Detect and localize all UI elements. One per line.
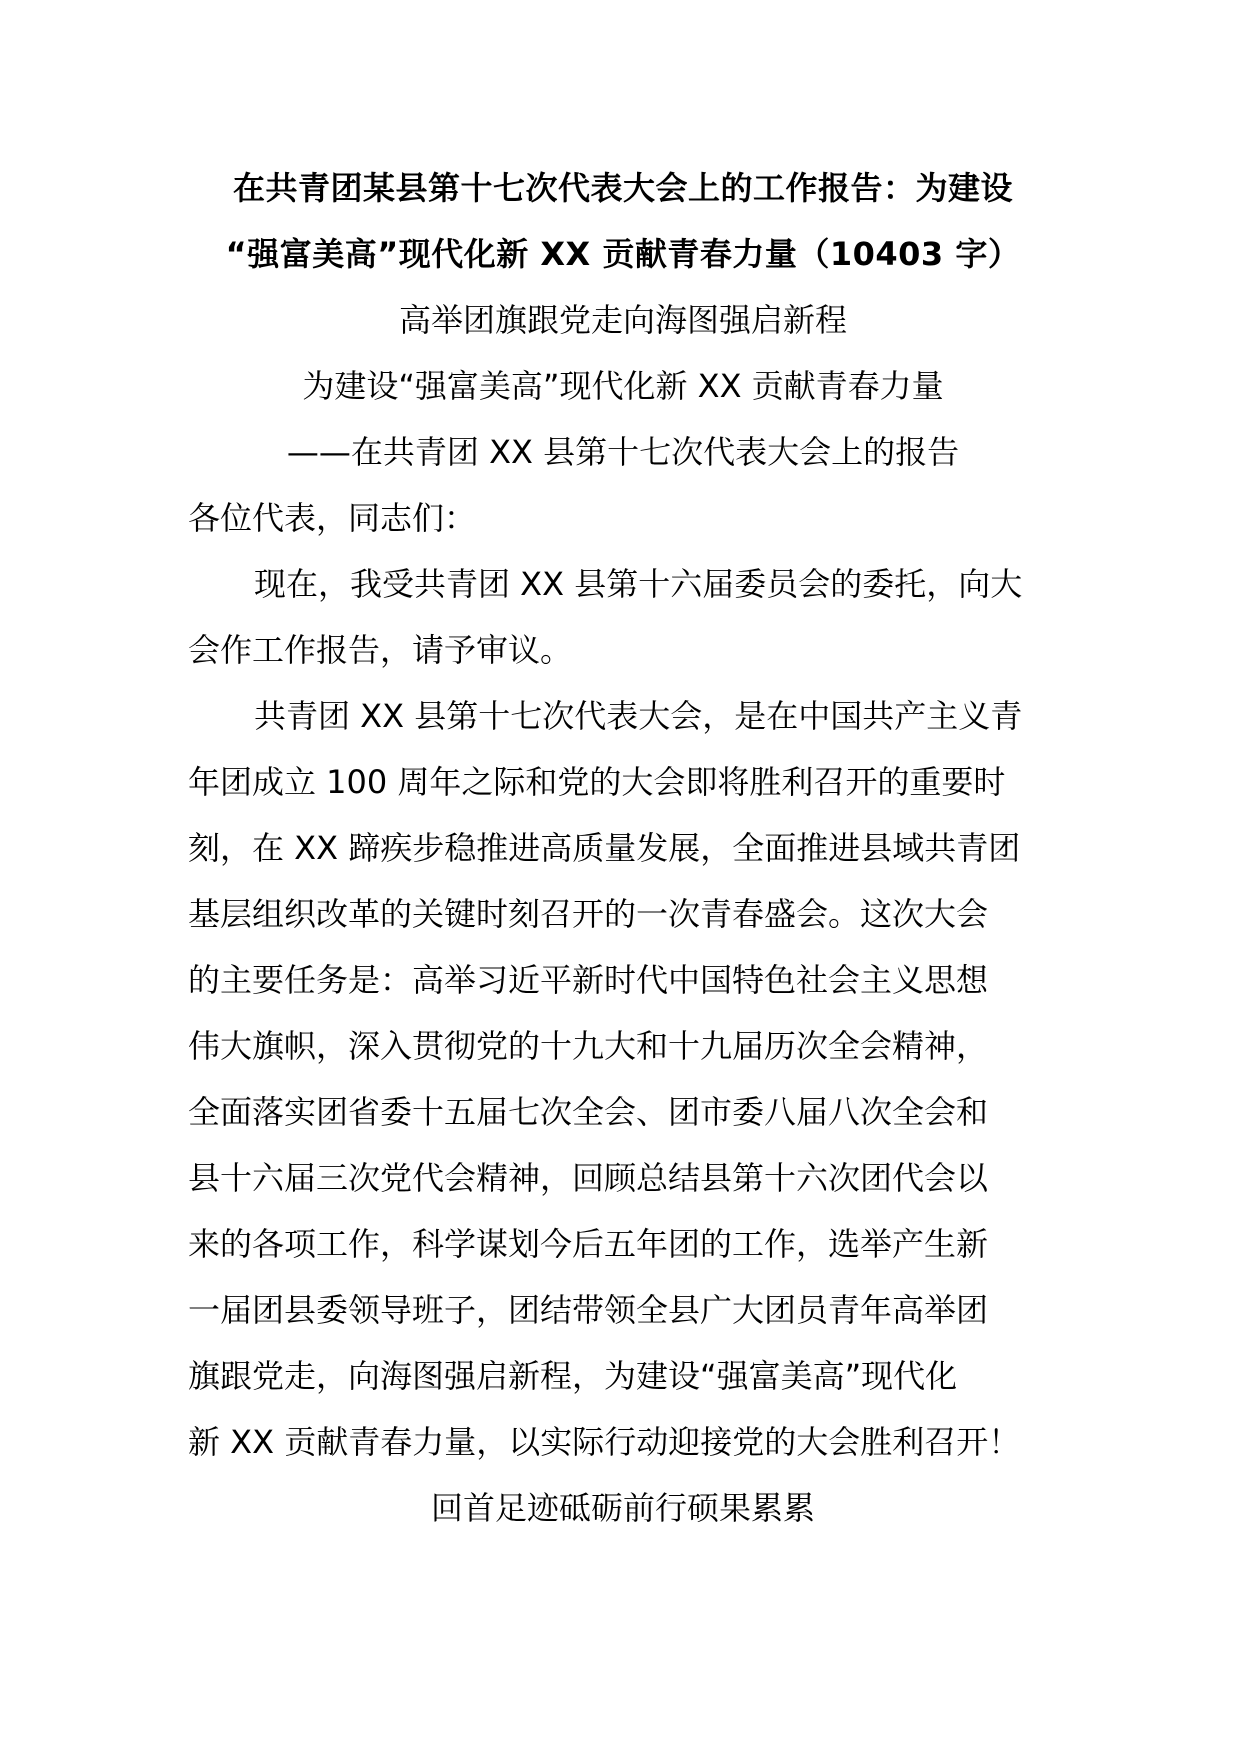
paragraph-line: 的主要任务是：高举习近平新时代中国特色社会主义思想 <box>188 961 989 999</box>
body-paragraph <box>188 551 1058 683</box>
paragraph-line: 刻，在 XX 蹄疾步稳推进高质量发展，全面推进县域共青团 <box>188 829 1021 867</box>
paragraph-line: 县十六届三次党代会精神，回顾总结县第十六次团代会以 <box>188 1159 989 1197</box>
subtitle-line: 高举团旗跟党走向海图强启新程 <box>398 301 847 339</box>
paragraph-line: 来的各项工作，科学谋划今后五年团的工作，选举产生新 <box>188 1225 989 1263</box>
paragraph-line: 年团成立 100 周年之际和党的大会即将胜利召开的重要时 <box>188 763 1006 801</box>
document-title-line: 在共青团某县第十七次代表大会上的工作报告：为建设 <box>232 169 1013 207</box>
paragraph-line: 现在，我受共青团 XX 县第十六届委员会的委托，向大 <box>254 565 1023 603</box>
paragraph-line: 一届团县委领导班子，团结带领全县广大团员青年高举团 <box>188 1291 989 1329</box>
section-heading: 回首足迹砥砺前行硕果累累 <box>430 1489 815 1527</box>
paragraph-line: 伟大旗帜，深入贯彻党的十九大和十九届历次全会精神， <box>188 1027 989 1065</box>
document-title-line: “强富美高”现代化新 XX 贡献青春力量（10403 字） <box>225 235 1021 273</box>
paragraph-line: 会作工作报告，请予审议。 <box>188 631 573 669</box>
salutation: 各位代表，同志们： <box>188 499 477 537</box>
paragraph-line: 旗跟党走，向海图强启新程，为建设“强富美高”现代化 <box>188 1357 958 1395</box>
subtitle-line: ——在共青团 XX 县第十七次代表大会上的报告 <box>286 433 960 471</box>
paragraph-line: 基层组织改革的关键时刻召开的一次青春盛会。这次大会 <box>188 895 989 933</box>
subtitle-line: 为建设“强富美高”现代化新 XX 贡献青春力量 <box>302 367 944 405</box>
paragraph-line: 全面落实团省委十五届七次全会、团市委八届八次全会和 <box>188 1093 989 1131</box>
body-paragraph <box>188 683 1058 1475</box>
paragraph-line: 新 XX 贡献青春力量，以实际行动迎接党的大会胜利召开！ <box>188 1423 1021 1461</box>
document-title <box>188 155 1058 287</box>
paragraph-line: 共青团 XX 县第十七次代表大会，是在中国共产主义青 <box>254 697 1023 735</box>
document-content <box>188 155 1058 1541</box>
